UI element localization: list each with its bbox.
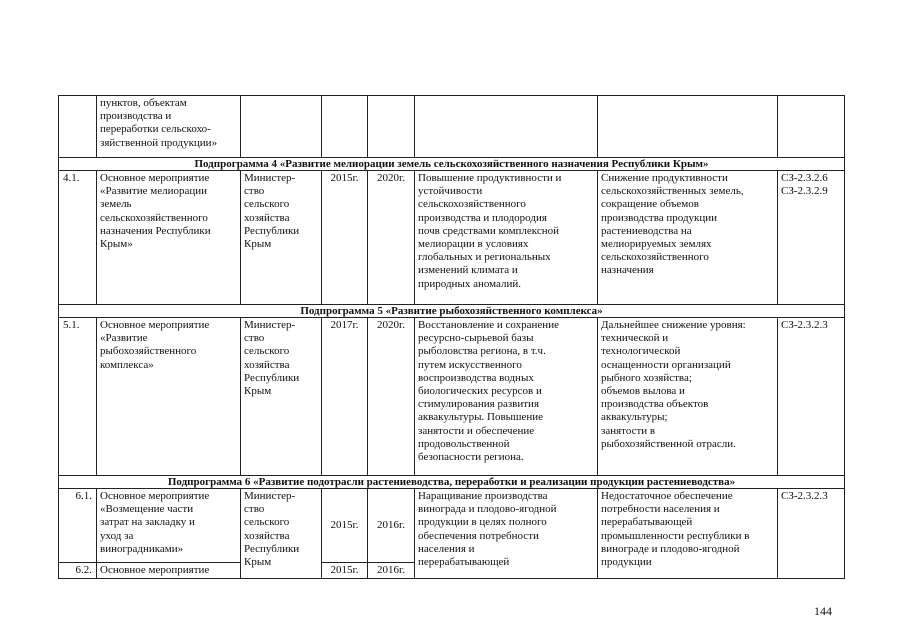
cell-executor: Министер- ство сельского хозяйства Республики Крым — [241, 318, 322, 476]
cell-result: Наращивание производства винограда и плодово-ягодной продукции в целях полного обеспечения потребности населения и перерабатывающей — [415, 489, 598, 579]
cell-end — [368, 96, 415, 158]
table-row-4-1 — [59, 171, 845, 305]
cell-codes: СЗ-2.3.2.3 — [778, 489, 845, 579]
cell-activity: пунктов, объектам производства и переработки сельскохо- зяйственной продукции» — [97, 96, 241, 158]
cell-num: 6.1. — [59, 489, 97, 563]
cell-end: 2020г. — [368, 171, 415, 305]
cell-consequences: Дальнейшее снижение уровня: технической и технологической оснащенности организаций рыбного хозяйства; объемов вылова и производства объектов аквакультуры; занятости в рыбохозяйственной отрасли. — [598, 318, 778, 476]
cell-executor: Министер- ство сельского хозяйства Республики Крым — [241, 489, 322, 579]
table-row-5-1 — [59, 318, 845, 476]
cell-codes: СЗ-2.3.2.6 СЗ-2.3.2.9 — [778, 171, 845, 305]
cell-start: 2015г. — [322, 171, 368, 305]
section-heading: Подпрограмма 4 «Развитие мелиорации земель сельскохозяйственного назначения Республики Крым» — [59, 158, 845, 171]
section-row-subprogram-6 — [59, 476, 845, 489]
cell-activity: Основное мероприятие «Возмещение части затрат на закладку и уход за виноградниками» — [97, 489, 241, 563]
cell-codes — [778, 96, 845, 158]
section-row-subprogram-5 — [59, 305, 845, 318]
cell-start: 2015г. — [322, 489, 368, 563]
cell-num: 5.1. — [59, 318, 97, 476]
cell-start: 2017г. — [322, 318, 368, 476]
cell-num: 6.2. — [59, 563, 97, 579]
page-number: 144 — [814, 604, 832, 618]
cell-end: 2016г. — [368, 563, 415, 579]
section-row-subprogram-4 — [59, 158, 845, 171]
cell-executor: Министер- ство сельского хозяйства Республики Крым — [241, 171, 322, 305]
cell-consequences: Снижение продуктивности сельскохозяйственных земель, сокращение объемов производства продукции растениеводства на мелиорируемых землях сельскохозяйственного назначения — [598, 171, 778, 305]
document-table — [58, 95, 845, 579]
cell-start — [322, 96, 368, 158]
cell-num — [59, 96, 97, 158]
cell-codes: СЗ-2.3.2.3 — [778, 318, 845, 476]
cell-end: 2020г. — [368, 318, 415, 476]
cell-consequences — [598, 96, 778, 158]
table-row-6-1 — [59, 489, 845, 563]
cell-result: Повышение продуктивности и устойчивости сельскохозяйственного производства и плодородия почв средствами комплексной мелиорации в условиях глобальных и региональных изменений климата и природных аномалий. — [415, 171, 598, 305]
cell-start: 2015г. — [322, 563, 368, 579]
cell-consequences: Недостаточное обеспечение потребности населения и перерабатывающей промышленности республики в винограде и плодово-ягодной продукции — [598, 489, 778, 579]
cell-executor — [241, 96, 322, 158]
cell-activity: Основное мероприятие — [97, 563, 241, 579]
section-heading: Подпрограмма 5 «Развитие рыбохозяйственного комплекса» — [59, 305, 845, 318]
cell-activity: Основное мероприятие «Развитие мелиорации земель сельскохозяйственного назначения Республики Крым» — [97, 171, 241, 305]
cell-result — [415, 96, 598, 158]
cell-result: Восстановление и сохранение ресурсно-сырьевой базы рыболовства региона, в т.ч. путем искусственного воспроизводства водных биологических ресурсов и стимулирования развития аквакультуры. Повышение занятости и обеспечение продовольственной безопасности региона. — [415, 318, 598, 476]
table-row-continuation — [59, 96, 845, 158]
cell-activity: Основное мероприятие «Развитие рыбохозяйственного комплекса» — [97, 318, 241, 476]
cell-num: 4.1. — [59, 171, 97, 305]
section-heading: Подпрограмма 6 «Развитие подотрасли растениеводства, переработки и реализации продукции растениеводства» — [59, 476, 845, 489]
cell-end: 2016г. — [368, 489, 415, 563]
